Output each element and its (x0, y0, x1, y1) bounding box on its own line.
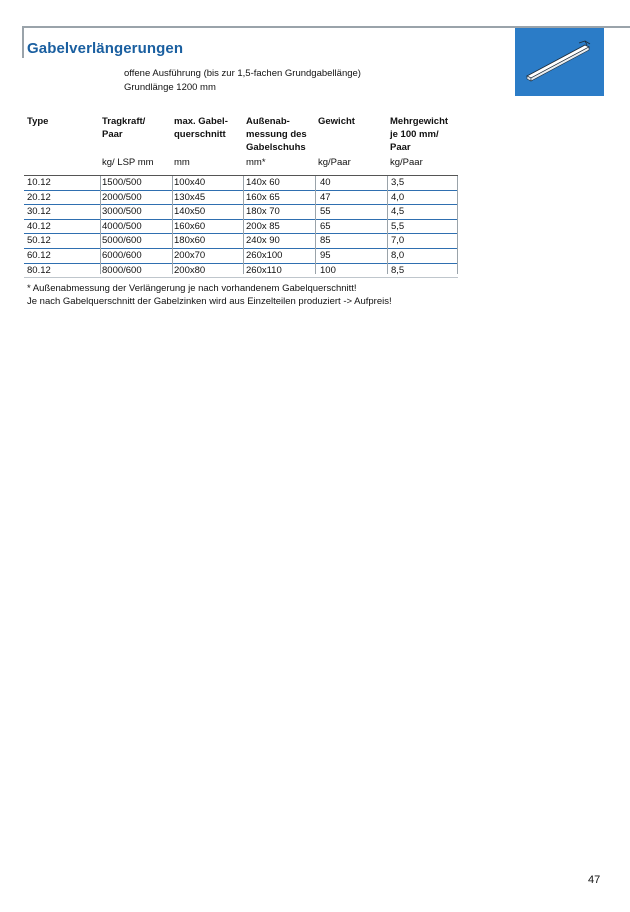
product-image-box (515, 28, 604, 96)
header-corner-tick (22, 26, 24, 58)
column-unit: mm (174, 157, 190, 168)
cell-type: 20.12 (27, 191, 51, 203)
table-row (24, 176, 458, 191)
description-line: Grundlänge 1200 mm (124, 82, 216, 93)
fork-extension-icon (515, 28, 604, 96)
cell-cross-section: 160x60 (174, 220, 206, 232)
column-header-fork-cross-section: max. Gabel- querschnitt mm (174, 116, 228, 168)
cell-type: 40.12 (27, 220, 51, 232)
cell-extra-weight: 8,0 (391, 249, 405, 261)
column-header-extra-weight: Mehrgewicht je 100 mm/ Paar kg/Paar (390, 116, 449, 168)
column-header-capacity: Tragkraft/ Paar kg/ LSP mm (102, 116, 154, 168)
cell-outer-dimension: 140x 60 (246, 177, 280, 188)
table-body (24, 176, 458, 278)
column-divider (387, 176, 388, 274)
cell-capacity: 1500/500 (102, 177, 142, 188)
cell-outer-dimension: 260x110 (246, 264, 282, 276)
cell-outer-dimension: 200x 85 (246, 220, 280, 232)
table-row (24, 220, 458, 235)
cell-cross-section: 130x45 (174, 191, 206, 203)
cell-type: 50.12 (27, 235, 51, 247)
cell-weight: 55 (320, 206, 331, 218)
cell-extra-weight: 4,5 (391, 206, 405, 218)
cell-weight: 65 (320, 220, 331, 232)
table-row (24, 191, 458, 206)
column-divider (100, 176, 101, 274)
column-unit: kg/ LSP mm (102, 157, 154, 168)
cell-extra-weight: 7,0 (391, 235, 405, 247)
cell-weight: 47 (320, 191, 331, 203)
cell-cross-section: 200x80 (174, 264, 206, 276)
product-description (124, 67, 361, 95)
footnote-line: * Außenabmessung der Verlängerung je nach vorhandenem Gabelquerschnitt! (27, 283, 357, 294)
cell-weight: 40 (320, 177, 331, 188)
cell-outer-dimension: 180x 70 (246, 206, 280, 218)
cell-capacity: 5000/600 (102, 235, 142, 247)
column-header-type: Type (27, 116, 49, 127)
table-row (24, 264, 458, 279)
description-line: offene Ausführung (bis zur 1,5-fachen Grundgabellänge) (124, 68, 361, 79)
cell-extra-weight: 4,0 (391, 191, 405, 203)
cell-outer-dimension: 260x100 (246, 249, 283, 261)
column-divider (457, 176, 458, 274)
table-row (24, 234, 458, 249)
cell-capacity: 3000/500 (102, 206, 142, 218)
cell-outer-dimension: 160x 65 (246, 191, 280, 203)
column-divider (315, 176, 316, 274)
cell-type: 30.12 (27, 206, 51, 218)
cell-extra-weight: 3,5 (391, 177, 405, 188)
cell-weight: 95 (320, 249, 331, 261)
column-divider (172, 176, 173, 274)
cell-extra-weight: 8,5 (391, 264, 405, 276)
column-divider (243, 176, 244, 274)
column-header-weight: Gewicht kg/Paar (318, 116, 355, 168)
cell-weight: 85 (320, 235, 331, 247)
page-title: Gabelverlängerungen (27, 40, 184, 57)
cell-outer-dimension: 240x 90 (246, 235, 280, 247)
column-unit: kg/Paar (390, 157, 423, 168)
column-unit: kg/Paar (318, 157, 351, 168)
footnote-line: Je nach Gabelquerschnitt der Gabelzinken wird aus Einzelteilen produziert -> Aufpreis! (27, 296, 392, 307)
cell-cross-section: 200x70 (174, 249, 206, 261)
column-unit: mm* (246, 157, 266, 168)
cell-capacity: 4000/500 (102, 220, 142, 232)
table-row (24, 249, 458, 264)
cell-cross-section: 100x40 (174, 177, 206, 188)
cell-cross-section: 140x50 (174, 206, 206, 218)
cell-weight: 100 (320, 264, 336, 276)
cell-type: 60.12 (27, 249, 51, 261)
page-number: 47 (588, 874, 601, 886)
column-header-outer-dimension: Außenab- messung des Gabelschuhs mm* (246, 116, 307, 168)
cell-cross-section: 180x60 (174, 235, 206, 247)
cell-extra-weight: 5,5 (391, 220, 405, 232)
cell-capacity: 8000/600 (102, 264, 142, 276)
cell-capacity: 6000/600 (102, 249, 142, 261)
cell-capacity: 2000/500 (102, 191, 142, 203)
cell-type: 80.12 (27, 264, 51, 276)
footnotes (27, 282, 392, 308)
table-row (24, 205, 458, 220)
cell-type: 10.12 (27, 177, 51, 188)
